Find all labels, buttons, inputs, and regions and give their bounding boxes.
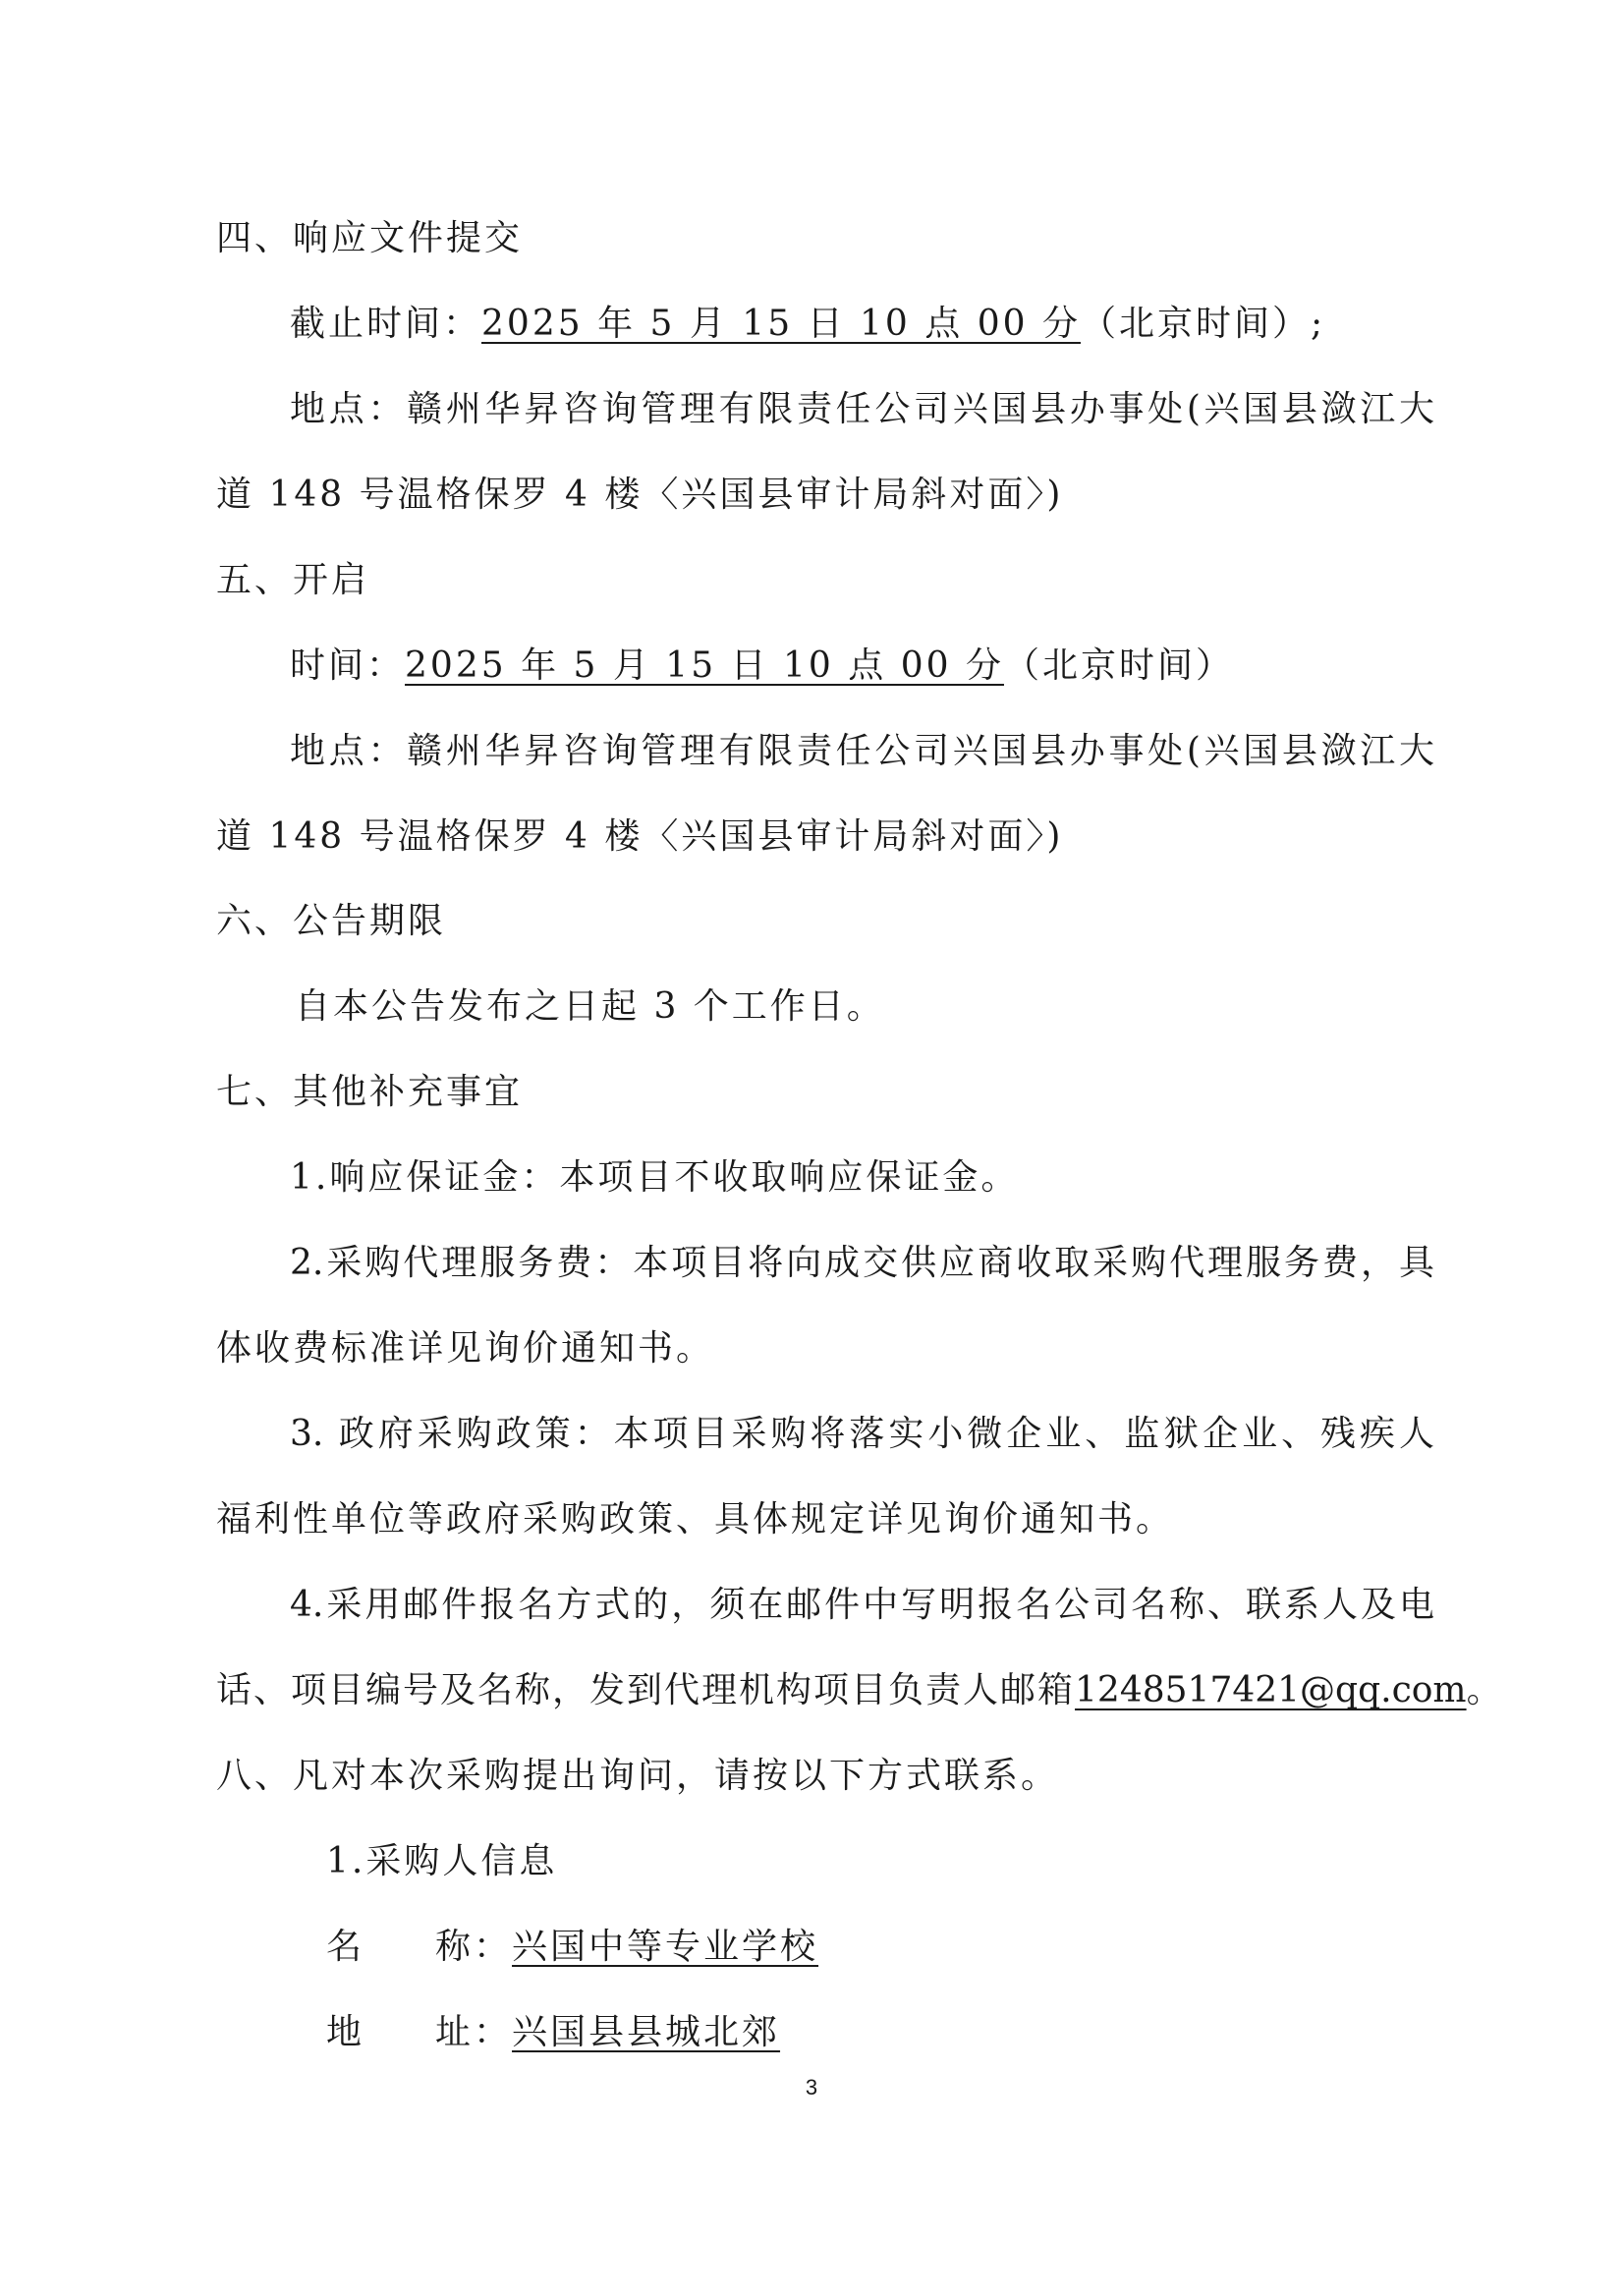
deadline-suffix: （北京时间）; [1080,304,1326,344]
section-7-item-3-line2: 福利性单位等政府采购政策、具体规定详见询价通知书。 [216,1499,1175,1540]
section-7-item-2-line1: 2.采购代理服务费：本项目将向成交供应商收取采购代理服务费，具 [290,1243,1434,1283]
section-4-location-line2: 道 148 号温格保罗 4 楼〈兴国县审计局斜对面〉) [216,475,1064,515]
item-4-line2-suffix: 。 [1466,1670,1504,1710]
section-7-item-1: 1.响应保证金：本项目不收取响应保证金。 [290,1157,1020,1198]
section-7-item-4-line2 [216,1667,1504,1714]
contact-email-link[interactable]: 1248517421@qq.com [1075,1670,1467,1710]
section-8-heading: 八、凡对本次采购提出询问，请按以下方式联系。 [216,1756,1060,1796]
section-5-location-line2: 道 148 号温格保罗 4 楼〈兴国县审计局斜对面〉) [216,816,1064,857]
open-time-suffix: （北京时间） [1003,645,1234,686]
section-4-location-line1: 地点：赣州华昇咨询管理有限责任公司兴国县办事处(兴国县潋江大 [290,389,1434,429]
section-5-location-line1: 地点：赣州华昇咨询管理有限责任公司兴国县办事处(兴国县潋江大 [290,731,1434,771]
section-6-heading: 六、公告期限 [216,901,447,941]
purchaser-address-row [326,2009,780,2056]
purchaser-name-row [326,1924,818,1971]
section-6-text: 自本公告发布之日起 3 个工作日。 [295,986,885,1027]
open-time-value: 2025 年 5 月 15 日 10 点 00 分 [405,645,1004,686]
section-7-item-4-line1: 4.采用邮件报名方式的，须在邮件中写明报名公司名称、联系人及电 [290,1585,1434,1625]
section-4-heading: 四、响应文件提交 [216,218,524,258]
address-label-a: 地 [326,2012,365,2052]
section-7-item-2-line2: 体收费标准详见询价通知书。 [216,1328,715,1369]
purchaser-info-title: 1.采购人信息 [326,1841,558,1881]
open-time-label: 时间： [290,645,406,686]
name-label-a: 名 [326,1927,365,1967]
name-label-b: 称： [435,1927,513,1967]
section-7-heading: 七、其他补充事宜 [216,1072,524,1112]
item-4-line2-prefix: 话、项目编号及名称，发到代理机构项目负责人邮箱 [216,1670,1076,1710]
deadline-value: 2025 年 5 月 15 日 10 点 00 分 [481,304,1081,344]
section-5-heading: 五、开启 [216,560,370,600]
deadline-label: 截止时间： [290,304,482,344]
address-label-b: 址： [435,2012,513,2052]
purchaser-name-value: 兴国中等专业学校 [512,1927,819,1967]
section-4-deadline [290,301,1325,348]
page-number: 3 [805,2075,818,2100]
purchaser-address-value: 兴国县县城北郊 [512,2012,781,2052]
section-7-item-3-line1: 3. 政府采购政策：本项目采购将落实小微企业、监狱企业、残疾人 [290,1414,1434,1454]
section-5-time [290,643,1234,690]
